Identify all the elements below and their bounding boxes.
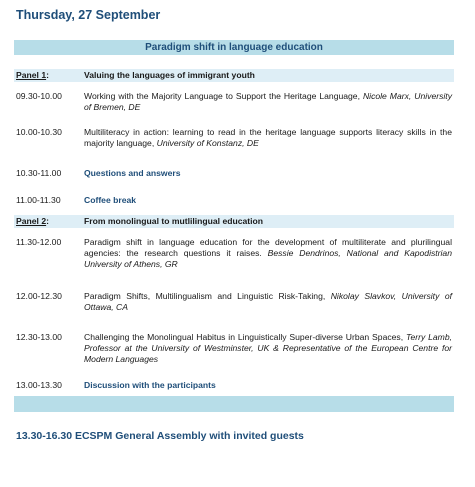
session-description: Questions and answers [84, 168, 181, 178]
session-time: 10.00-10.30 [16, 127, 62, 137]
session-description: Paradigm Shifts, Multilingualism and Linguistic Risk-Taking, Nikolay Slavkov, University of Ottawa, CA [84, 291, 452, 312]
general-assembly-line: 13.30-16.30 ECSPM General Assembly with invited guests [16, 430, 304, 442]
session-description: Paradigm shift in language education for the development of multiliterate and plurilingual agencies: the research questions it raises. Bessie Dendrinos, National and Kapodistrian University of Athens, GR [84, 237, 452, 269]
session-time: 12.30-13.00 [16, 332, 62, 342]
section-banner [14, 40, 454, 55]
session-description: Working with the Majority Language to Support the Heritage Language, Nicole Marx, University of Bremen, DE [84, 91, 452, 112]
session-description: Multiliteracy in action: learning to read in the heritage language supports literacy skills in the majority language, University of Konstanz, DE [84, 127, 452, 148]
panel-1-title: Valuing the languages of immigrant youth [84, 70, 255, 80]
panel-1-label: Panel 1: [16, 70, 49, 80]
session-time: 09.30-10.00 [16, 91, 62, 101]
panel-2-header [14, 215, 454, 228]
panel-2-label: Panel 2: [16, 216, 49, 226]
session-time: 11.30-12.00 [16, 237, 62, 247]
session-description: Coffee break [84, 195, 137, 205]
session-time: 10.30-11.00 [16, 168, 62, 178]
session-time: 11.00-11.30 [16, 195, 61, 205]
day-heading: Thursday, 27 September [16, 8, 161, 22]
session-description: Challenging the Monolingual Habitus in Linguistically Super-diverse Urban Spaces, Terry Lamb, Professor at the University of Westminster, UK & Representative of the European Centre for Modern Languages [84, 332, 452, 364]
session-description: Discussion with the participants [84, 380, 216, 390]
section-footer-bar [14, 396, 454, 412]
panel-1-header [14, 69, 454, 82]
panel-2-title: From monolingual to mutlilingual education [84, 216, 264, 226]
session-time: 13.00-13.30 [16, 380, 62, 390]
session-time: 12.00-12.30 [16, 291, 62, 301]
section-title: Paradigm shift in language education [145, 42, 323, 53]
